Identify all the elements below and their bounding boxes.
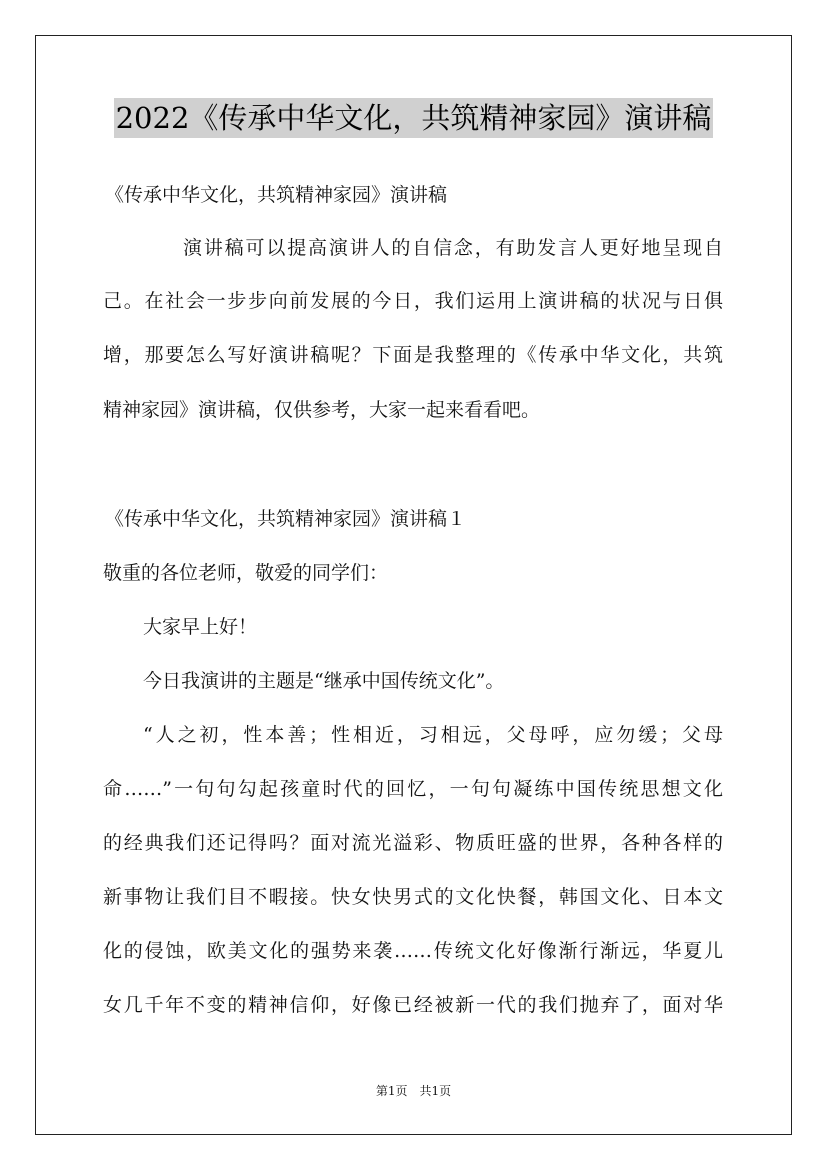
intro-line: 精神家园》演讲稿，仅供参考，大家一起来看看吧。 [103,399,541,421]
body-line: 女几千年不变的精神信仰，好像已经被新一代的我们抛弃了，面对华 [103,994,723,1016]
body-line: 的经典我们还记得吗？面对流光溢彩、物质旺盛的世界，各种各样的 [103,832,723,854]
body-line: 化的侵蚀，欧美文化的强势来袭……传统文化好像渐行渐远，华夏儿 [103,940,723,962]
section-heading: 《传承中华文化，共筑精神家园》演讲稿１ [105,508,467,530]
body-line: 命……”一句句勾起孩童时代的回忆，一句句凝练中国传统思想文化 [103,778,723,800]
page-number-footer: 第1页 共1页 [375,1084,452,1098]
body-line: “人之初，性本善；性相近，习相远，父母呼，应勿缓；父母 [143,724,723,746]
intro-line: 己。在社会一步步向前发展的今日，我们运用上演讲稿的状况与日俱 [103,290,723,312]
salutation: 敬重的各位老师，敬爱的同学们： [103,562,389,584]
title-container [0,98,827,138]
document-title: 2022《传承中华文化，共筑精神家园》演讲稿 [114,98,714,138]
intro-line: 演讲稿可以提高演讲人的自信念，有助发言人更好地呈现自 [183,237,723,259]
intro-line: 增，那要怎么写好演讲稿呢？下面是我整理的《传承中华文化，共筑 [103,344,723,366]
topic-line: 今日我演讲的主题是“继承中国传统文化”。 [143,670,505,692]
greeting: 大家早上好！ [143,616,258,638]
subtitle: 《传承中华文化，共筑精神家园》演讲稿 [105,184,448,206]
body-line: 新事物让我们目不暇接。快女快男式的文化快餐，韩国文化、日本文 [103,886,723,908]
